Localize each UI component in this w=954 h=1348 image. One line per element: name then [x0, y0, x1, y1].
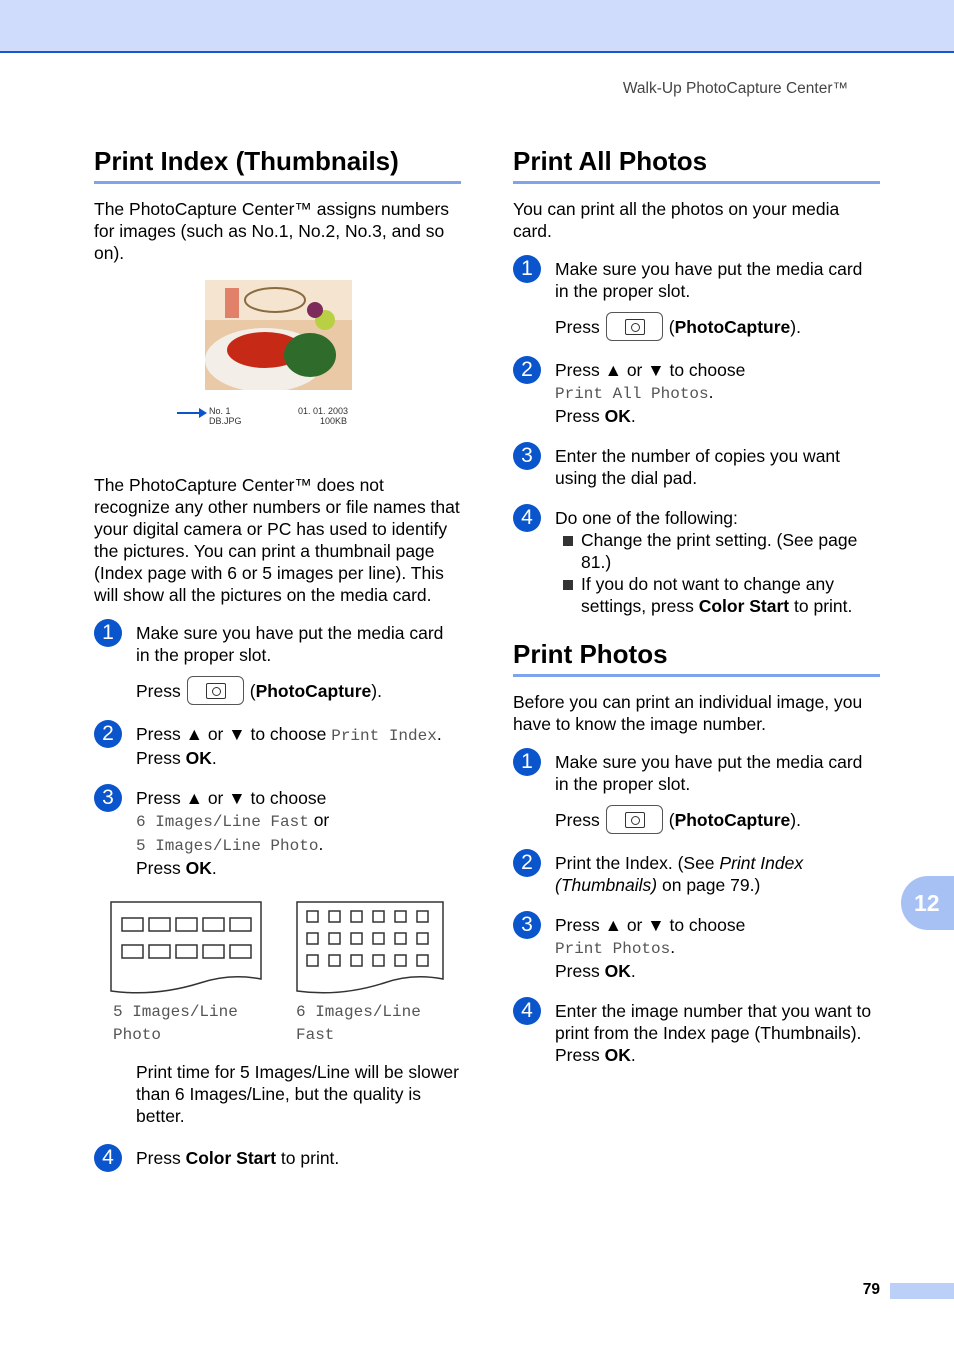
layout-5-label: Photo	[113, 1026, 162, 1044]
layout-6-label: 6 Images/Line	[296, 1003, 421, 1021]
step-number: 4	[513, 997, 541, 1025]
top-band	[0, 0, 954, 53]
menu-option: Print Photos	[555, 940, 671, 958]
layout-6-label: Fast	[296, 1026, 335, 1044]
up-arrow-icon: ▲	[604, 915, 622, 935]
step-text: Make sure you have put the media card in the proper slot.	[555, 259, 863, 301]
step-3	[513, 445, 880, 489]
ok-key: OK	[185, 748, 212, 768]
step-3: 3 Press ▲ or ▼ to choose Print Photos. Press OK.	[513, 914, 880, 982]
thumbnail-photo	[205, 280, 352, 390]
figure-filename: DB.JPG	[209, 416, 242, 426]
button-name: PhotoCapture	[255, 680, 372, 701]
figure-number: No. 1	[209, 406, 231, 416]
up-arrow-icon: ▲	[604, 360, 622, 380]
index-figure	[94, 280, 461, 450]
up-arrow-icon: ▲	[185, 724, 203, 744]
button-name: PhotoCapture	[674, 809, 791, 830]
bullet-list	[563, 529, 880, 617]
down-arrow-icon: ▼	[228, 788, 246, 808]
six-per-line-sheet-icon	[296, 901, 444, 997]
bullet-item: If you do not want to change any settings, press Color Start to print.	[563, 573, 880, 617]
camera-icon	[625, 319, 645, 335]
menu-option: Print Index	[331, 727, 437, 745]
down-arrow-icon: ▼	[647, 915, 665, 935]
step-number: 3	[513, 911, 541, 939]
step-number: 2	[94, 720, 122, 748]
step-1: 1 Make sure you have put the media card in the proper slot. Press (PhotoCapture).	[513, 258, 880, 341]
intro-paragraph: You can print all the photos on your media card.	[513, 199, 840, 241]
step-2: 2 Print the Index. (See Print Index (Thumbnails) on page 79.)	[513, 852, 880, 896]
photocapture-button	[606, 312, 663, 341]
menu-option: Print All Photos	[555, 385, 709, 403]
arrow-icon	[177, 408, 207, 418]
menu-option: 6 Images/Line Fast	[136, 813, 309, 831]
intro-paragraph: The PhotoCapture Center™ assigns numbers for images (such as No.1, No.2, No.3, and so on).	[94, 199, 450, 263]
layout-figure	[94, 901, 461, 1061]
camera-icon	[625, 812, 645, 828]
five-per-line-sheet-icon	[110, 901, 262, 997]
page-number: 79	[862, 1281, 880, 1298]
down-arrow-icon: ▼	[647, 360, 665, 380]
description-paragraph: The PhotoCapture Center™ does not recognize any other numbers or file names that your digital camera or PC has used to identify the pictures. You can print a thumbnail page (Index page with 6 or 5 images per line). This will show all the pictures on the media card.	[94, 475, 460, 605]
ok-key: OK	[604, 1045, 631, 1065]
camera-icon	[206, 683, 226, 699]
step-1: 1 Make sure you have put the media card in the proper slot. Press (PhotoCapture).	[94, 622, 461, 705]
step-number: 2	[513, 849, 541, 877]
step-text: Enter the image number that you want to print from the Index page (Thumbnails).	[555, 1001, 872, 1043]
step-text: Enter the number of copies you want using the dial pad.	[555, 446, 841, 488]
step-text: Do one of the following:	[555, 508, 738, 528]
down-arrow-icon: ▼	[228, 724, 246, 744]
press-label: Press	[136, 680, 181, 701]
step-number: 2	[513, 356, 541, 384]
up-arrow-icon: ▲	[185, 788, 203, 808]
photocapture-button	[187, 676, 244, 705]
step-number: 3	[94, 784, 122, 812]
running-header: Walk-Up PhotoCapture Center™	[622, 80, 848, 97]
cross-reference: Print Index (Thumbnails)	[555, 853, 804, 895]
step-4: 4 Press Color Start to print.	[94, 1147, 461, 1169]
step-text: Make sure you have put the media card in the proper slot.	[555, 752, 863, 794]
ok-key: OK	[604, 961, 631, 981]
color-start-key: Color Start	[698, 596, 790, 616]
step-text: Make sure you have put the media card in the proper slot.	[136, 623, 444, 665]
left-column	[94, 146, 461, 1187]
step-2: 2 Press ▲ or ▼ to choose Print Index. Press OK.	[94, 723, 461, 769]
menu-option: 5 Images/Line Photo	[136, 837, 319, 855]
step-number: 1	[94, 619, 122, 647]
step-1: 1 Make sure you have put the media card in the proper slot. Press (PhotoCapture).	[513, 751, 880, 834]
ok-key: OK	[185, 858, 212, 878]
figure-date: 01. 01. 2003	[298, 406, 349, 416]
section-heading-print-all: Print All Photos	[513, 146, 880, 184]
step-4	[513, 507, 880, 617]
note-paragraph: Print time for 5 Images/Line will be slower than 6 Images/Line, but the quality is better.	[136, 1062, 459, 1126]
bullet-item: Change the print setting. (See page 81.)	[563, 529, 880, 573]
color-start-key: Color Start	[185, 1148, 277, 1168]
section-heading-print-photos: Print Photos	[513, 639, 880, 677]
layout-5-label: 5 Images/Line	[113, 1003, 238, 1021]
step-number: 1	[513, 748, 541, 776]
step-4: 4 Enter the image number that you want to print from the Index page (Thumbnails). Press OK.	[513, 1000, 880, 1066]
chapter-tab: 12	[901, 876, 954, 930]
step-number: 4	[94, 1144, 122, 1172]
photocapture-button	[606, 805, 663, 834]
step-number: 3	[513, 442, 541, 470]
intro-paragraph: Before you can print an individual image, you have to know the image number.	[513, 692, 863, 734]
section-heading-print-index: Print Index (Thumbnails)	[94, 146, 461, 184]
page-band	[890, 1283, 954, 1299]
step-3: 3 Press ▲ or ▼ to choose 6 Images/Line Fast or 5 Images/Line Photo. Press OK.	[94, 787, 461, 879]
step-number: 1	[513, 255, 541, 283]
ok-key: OK	[604, 406, 631, 426]
figure-size: 100KB	[320, 416, 348, 426]
step-number: 4	[513, 504, 541, 532]
right-column	[513, 146, 880, 1084]
step-2: 2 Press ▲ or ▼ to choose Print All Photos. Press OK.	[513, 359, 880, 427]
button-name: PhotoCapture	[674, 316, 791, 337]
